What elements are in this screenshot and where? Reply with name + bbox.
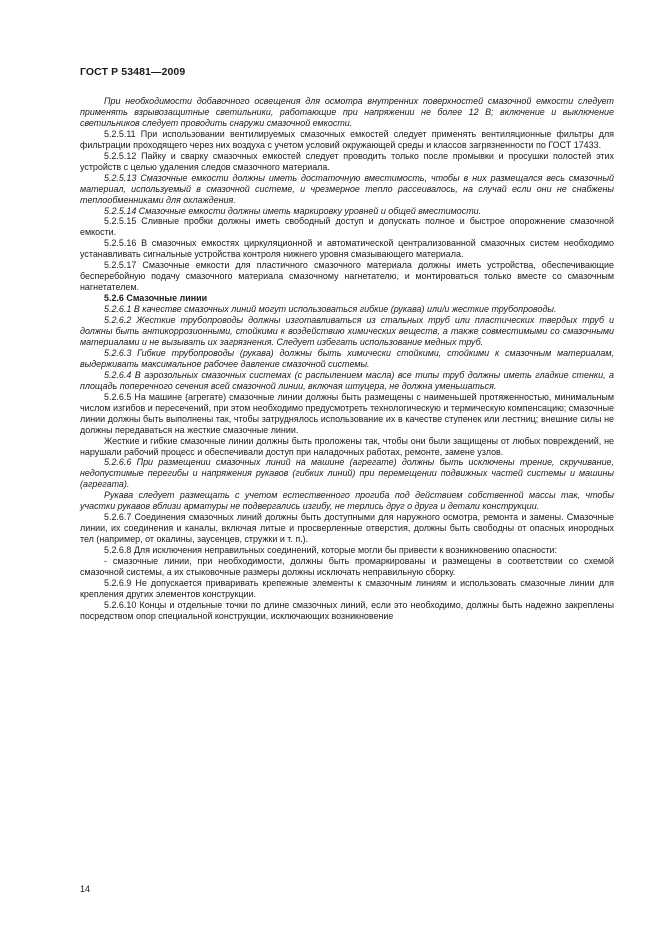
paragraph: 5.2.6.5 На машине (агрегате) смазочные линии должны быть размещены с наименьшей протяженностью, минимальным числом изгибов и пересечений, при этом необходимо предусмотреть технологическую и термическую компенсацию; смазочные линии должны быть выполнены так, чтобы затруднялось использование их в качестве ступенек или лестниц; внешние силы не должны передаваться на жесткие смазочные линии. xyxy=(80,391,614,435)
paragraph: 5.2.5.13 Смазочные емкости должны иметь достаточную вместимость, чтобы в них размещался весь смазочный материал, используемый в смазочной системе, и чрезмерное тепло рассеивалось, на случай если они не снабжены теплообменниками для охлаждения. xyxy=(80,172,614,205)
paragraph: 5.2.6.4 В аэрозольных смазочных системах (с распылением масла) все типы труб должны иметь гладкие стенки, а площадь поперечного сечения всей смазочной линии, включая штуцера, не должна уменьшаться. xyxy=(80,369,614,391)
page-number: 14 xyxy=(80,884,91,894)
paragraph: 5.2.5.11 При использовании вентилируемых смазочных емкостей следует применять вентиляционные фильтры для фильтрации проходящего через них воздуха с учетом условий окружающей среды и классов загрязненности по ГОСТ 17433. xyxy=(80,128,614,150)
paragraph: 5.2.5.17 Смазочные емкости для пластичного смазочного материала должны иметь устройства, обеспечивающие бесперебойную подачу смазочного материала смазочному нагнетателю, и монтироваться только вместе со смазочным нагнетателем. xyxy=(80,260,614,293)
paragraph: 5.2.6.7 Соединения смазочных линий должны быть доступными для наружного осмотра, ремонта и замены. Смазочные линии, их соединения и каналы, включая литые и просверленные отверстия, должны быть свободны от опасных инородных тел (например, от окалины, заусенцев, стружки и т. п.). xyxy=(80,512,614,545)
paragraph: 5.2.6.2 Жесткие трубопроводы должны изготавливаться из стальных труб или пластических твердых труб и должны быть антикоррозионными, стойкими к воздействию химических веществ, а также совместимыми со смазочными материалами и не вызывать их загрязнения. Следует избегать использование медных труб. xyxy=(80,315,614,347)
paragraph: При необходимости добавочного освещения для осмотра внутренних поверхностей смазочной емкости следует применять взрывозащитные светильники, работающие при напряжении не более 12 В; включение и выключение светильников следует проводить снаружи смазочной емкости. xyxy=(80,96,614,128)
paragraph: Жесткие и гибкие смазочные линии должны быть проложены так, чтобы они были защищены от любых повреждений, не нарушали рабочий процесс и обеспечивали доступ при наладочных работах, ремонте, замене узлов. xyxy=(80,435,614,457)
paragraph: 5.2.6.3 Гибкие трубопроводы (рукава) должны быть химически стойкими, стойкими к смазочным материалам, выдерживать максимальное рабочее давление смазочной системы. xyxy=(80,347,614,369)
paragraph: - смазочные линии, при необходимости, должны быть промаркированы и размещены в соответствии со схемой смазочной системы, а их стыковочные размеры должны исключать неправильную сборку. xyxy=(80,556,614,577)
paragraph: 5.2.5.15 Сливные пробки должны иметь свободный доступ и допускать полное и быстрое опорожнение смазочной емкости. xyxy=(80,216,614,238)
paragraph: 5.2.6.9 Не допускается приваривать крепежные элементы к смазочным линиям и использовать смазочные линии для крепления других элементов конструкции. xyxy=(80,577,614,599)
paragraph: 5.2.6.8 Для исключения неправильных соединений, которые могли бы привести к возникновению опасности: xyxy=(104,545,558,556)
standard-header: ГОСТ Р 53481—2009 xyxy=(80,66,186,78)
section-heading: 5.2.6 Смазочные линии xyxy=(104,293,208,304)
paragraph: 5.2.5.16 В смазочных емкостях циркуляционной и автоматической централизованной смазочных систем необходимо устанавливать сигнальные устройства контроля нижнего уровня смазывающего материала. xyxy=(80,238,614,260)
paragraph: 5.2.6.1 В качестве смазочных линий могут использоваться гибкие (рукава) или/и жесткие трубопроводы. xyxy=(104,304,557,315)
paragraph: 5.2.5.14 Смазочные емкости должны иметь маркировку уровней и общей вместимости. xyxy=(104,205,482,216)
paragraph: 5.2.5.12 Пайку и сварку смазочных емкостей следует проводить только после промывки и просушки полостей этих устройств с целью удаления следов смазочного материала. xyxy=(80,150,614,172)
paragraph: 5.2.6.10 Концы и отдельные точки по длине смазочных линий, если это необходимо, должны быть надежно закреплены посредством опор специальной конструкции, исключающих возникновение xyxy=(80,599,614,621)
paragraph: Рукава следует размещать с учетом естественного прогиба под действием собственной массы так, чтобы участки рукавов вблизи арматуры не подвергались изгибу, не терлись друг о друга и детали конструкции. xyxy=(80,490,614,512)
paragraph: 5.2.6.6 При размещении смазочных линий на машине (агрегате) должны быть исключены трение, скручивание, недопустимые перегибы и напряжения рукавов (гибких линий) при перемещении подвижных частей системы и машины (агрегата). xyxy=(80,457,614,490)
body-text xyxy=(80,96,614,622)
